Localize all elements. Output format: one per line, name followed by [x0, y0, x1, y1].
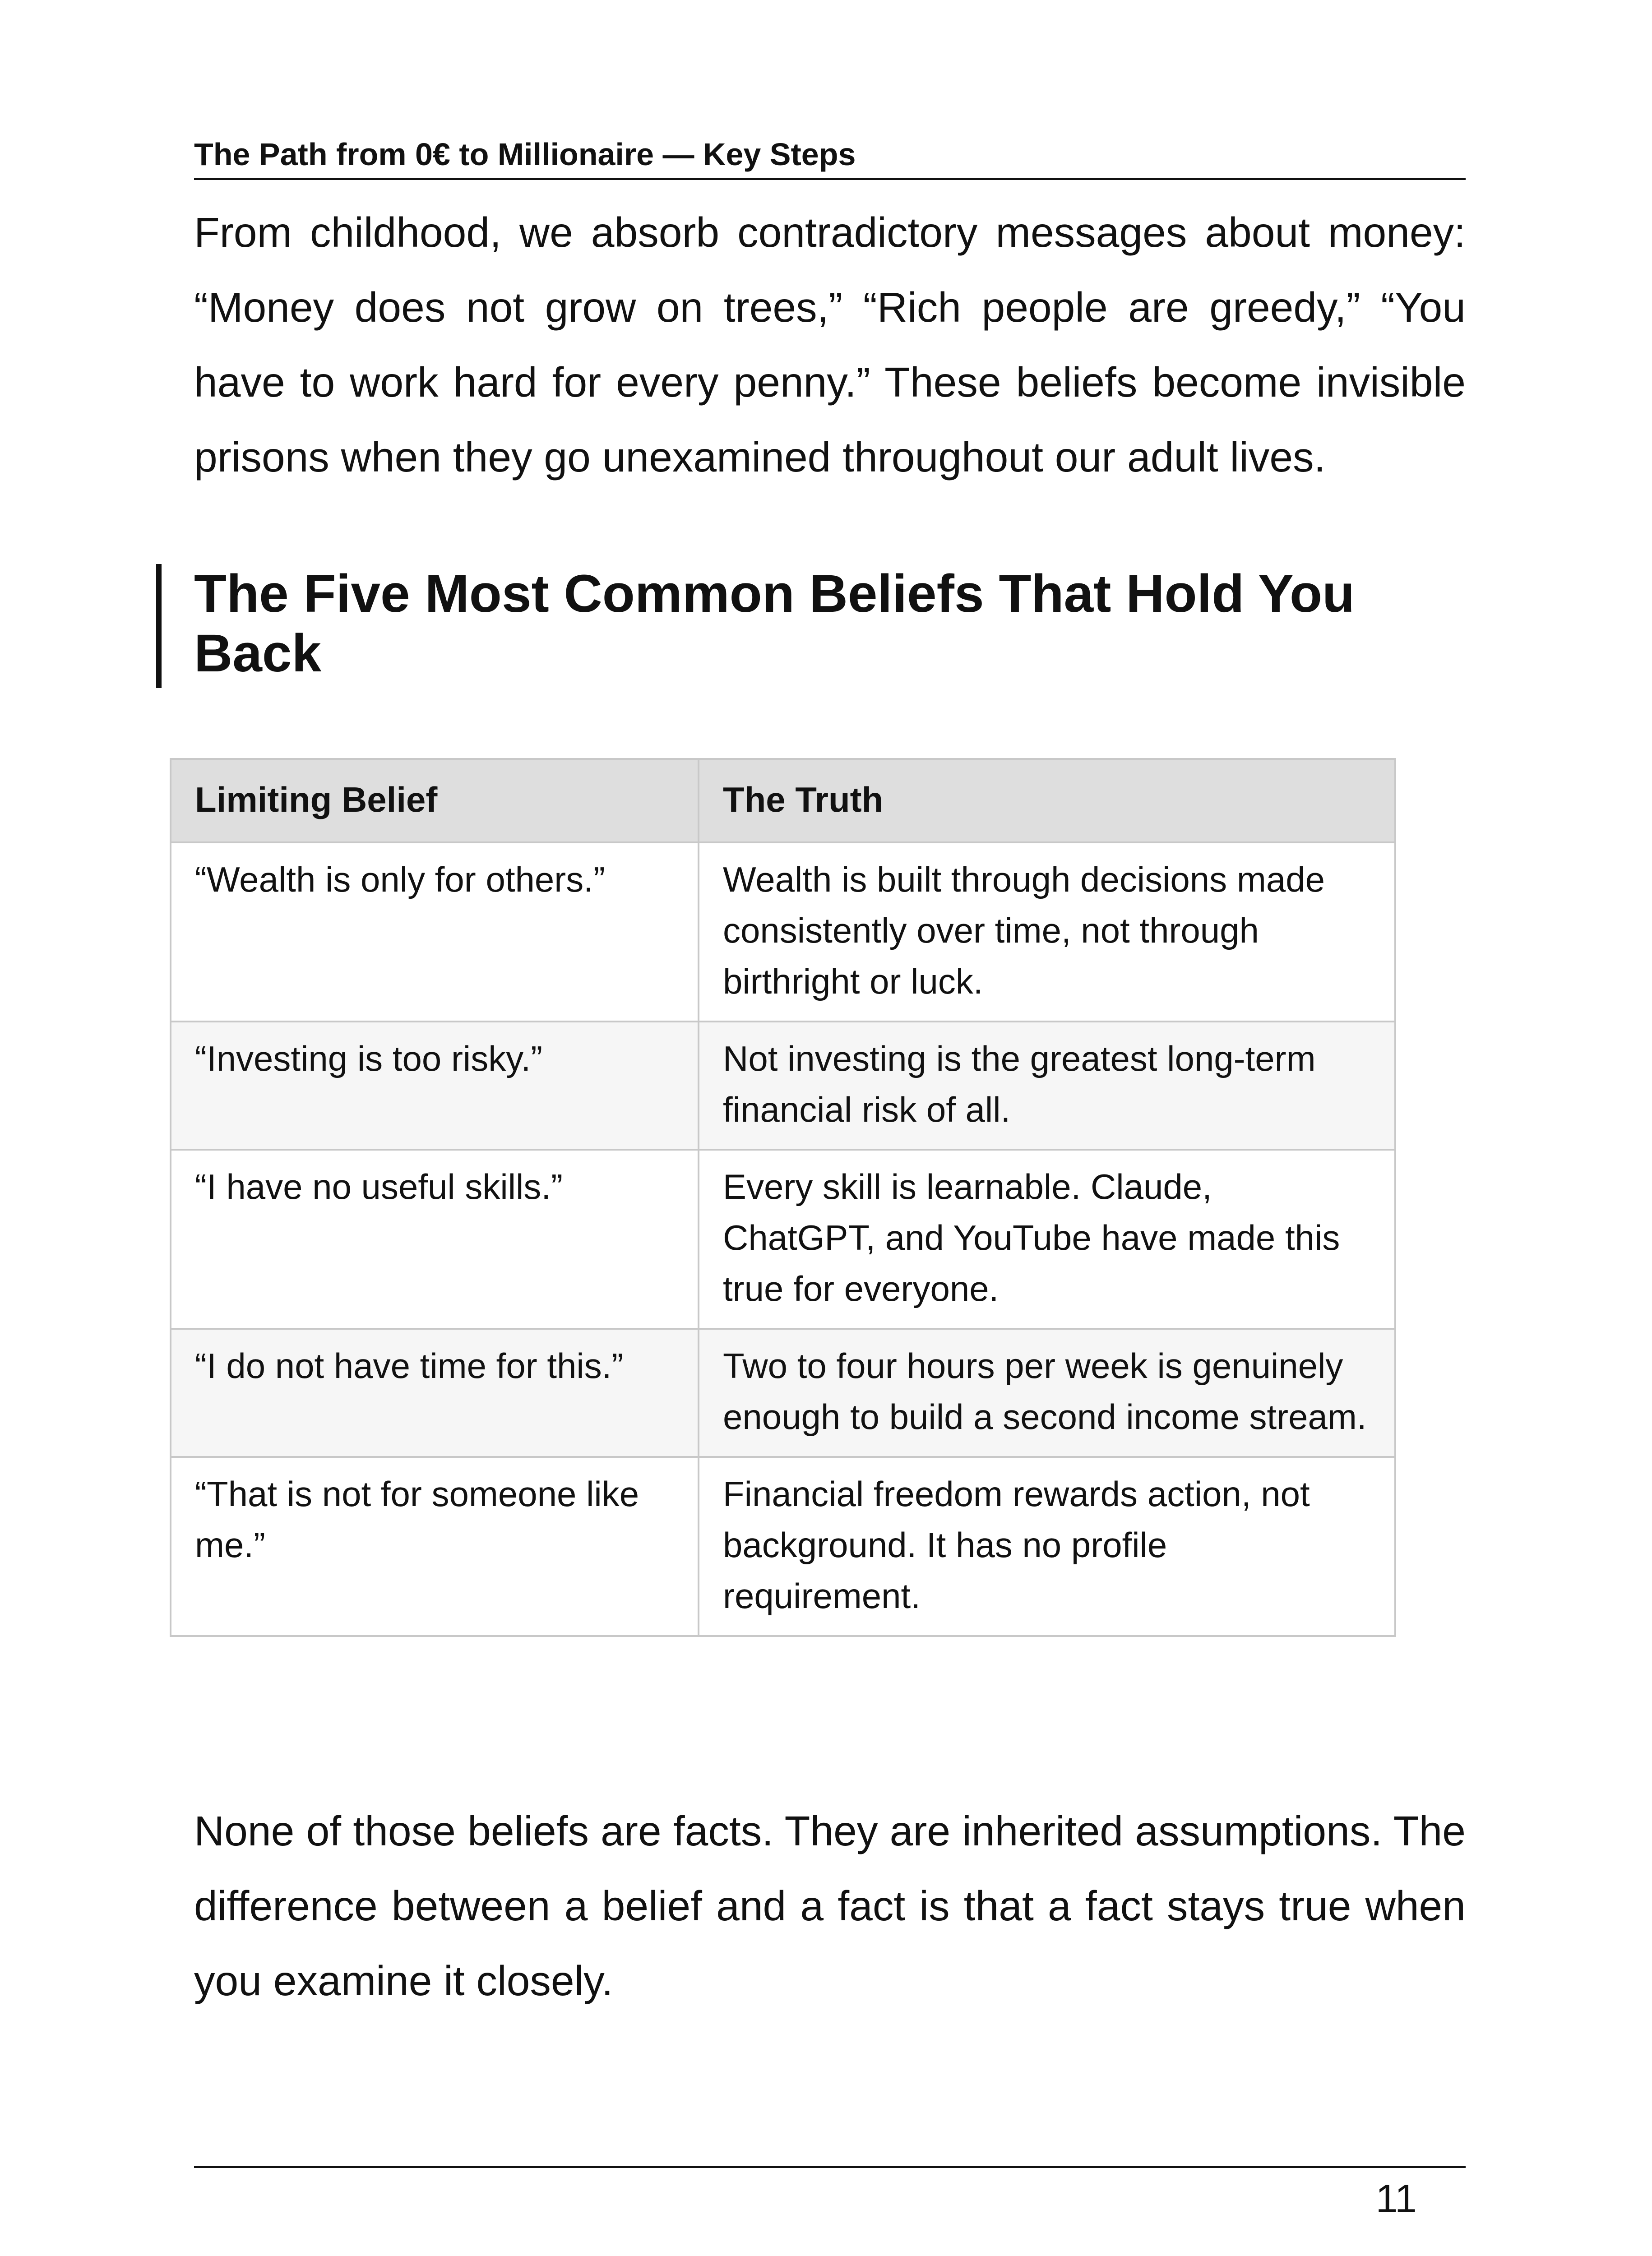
column-header-the-truth: The Truth [699, 759, 1395, 842]
truth-cell: Wealth is built through decisions made consistently over time, not through birthright or luck. [699, 842, 1395, 1022]
table-header-row [171, 759, 1395, 842]
belief-cell: “Investing is too risky.” [171, 1022, 699, 1150]
table-row [171, 1457, 1395, 1636]
truth-cell: Every skill is learnable. Claude, ChatGPT, and YouTube have made this true for everyone. [699, 1150, 1395, 1329]
table-row [171, 1329, 1395, 1457]
belief-cell: “Wealth is only for others.” [171, 842, 699, 1022]
intro-paragraph: From childhood, we absorb contradictory messages about money: “Money does not grow on trees,” “Rich people are greedy,” “You have to work hard for every penny.” These beliefs become invisible prisons when they go unexamined throughout our adult lives. [194, 209, 1466, 481]
truth-cell: Not investing is the greatest long-term financial risk of all. [699, 1022, 1395, 1150]
running-header: The Path from 0€ to Millionaire — Key Steps [194, 132, 1466, 180]
table-row [171, 1022, 1395, 1150]
section-heading: The Five Most Common Beliefs That Hold You Back [194, 564, 1355, 683]
heading-accent-bar [156, 564, 162, 688]
column-header-limiting-belief: Limiting Belief [171, 759, 699, 842]
belief-cell: “That is not for someone like me.” [171, 1457, 699, 1636]
belief-cell: “I do not have time for this.” [171, 1329, 699, 1457]
beliefs-table [170, 758, 1396, 1637]
table-row [171, 842, 1395, 1022]
truth-cell: Financial freedom rewards action, not background. It has no profile requirement. [699, 1457, 1395, 1636]
closing-paragraph: None of those beliefs are facts. They are inherited assumptions. The difference between a belief and a fact is that a fact stays true when you examine it closely. [194, 1808, 1466, 2004]
table-row [171, 1150, 1395, 1329]
footer-rule [194, 2166, 1466, 2168]
truth-cell: Two to four hours per week is genuinely enough to build a second income stream. [699, 1329, 1395, 1457]
page-number: 11 [1375, 2176, 1417, 2221]
belief-cell: “I have no useful skills.” [171, 1150, 699, 1329]
